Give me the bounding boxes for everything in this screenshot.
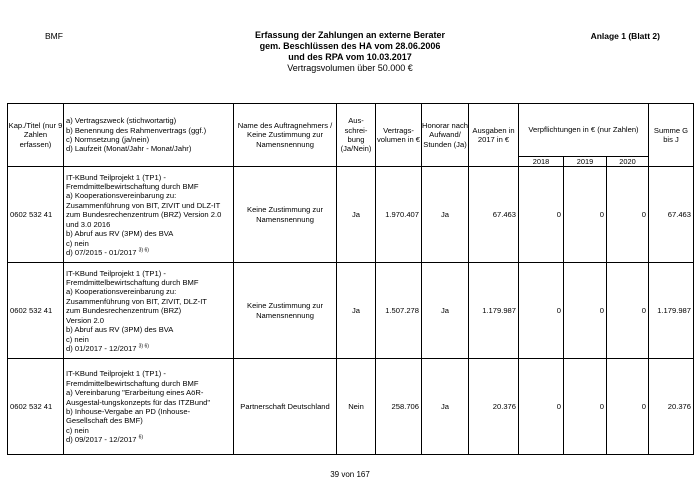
- purpose-line: Fremdmittelbewirtschaftung durch BMF: [66, 182, 199, 192]
- row-spend: 20.376: [469, 359, 519, 455]
- header-year-2018: 2018: [519, 157, 564, 167]
- row-fee: Ja: [422, 359, 469, 455]
- purpose-period: [66, 248, 231, 257]
- row-contractor: Keine Zustimmung zur Namensnennung: [234, 263, 337, 359]
- purpose-period: [66, 344, 231, 353]
- header-kap: Kap./Titel (nur 9 Zahlen erfassen): [8, 104, 64, 167]
- purpose-line: b) Inhouse-Vergabe an PD (Inhouse-: [66, 407, 191, 416]
- purpose-period: [66, 435, 231, 444]
- row-2020: 0: [607, 359, 649, 455]
- payments-table: [7, 103, 694, 455]
- purpose-line: a) Kooperationsvereinbarung zu:: [66, 287, 177, 297]
- purpose-line: b) Abruf aus RV (3PM) des BVA: [66, 325, 174, 335]
- purpose-line: IT-KBund Teilprojekt 1 (TP1) -: [66, 172, 166, 182]
- row-tender: Ja: [337, 167, 376, 263]
- title-line-2: gem. Beschlüssen des HA vom 28.06.2006: [259, 41, 441, 51]
- row-sum: 1.179.987: [649, 263, 694, 359]
- row-2019: 0: [564, 167, 607, 263]
- purpose-line: c) nein: [66, 238, 89, 248]
- purpose-line: Zusammenführung von BIT, ZIVIT, DLZ-IT: [66, 296, 207, 306]
- row-sum: 67.463: [649, 167, 694, 263]
- header-year-2020: 2020: [607, 157, 649, 167]
- period-text: d) 09/2017 - 12/2017: [66, 435, 139, 445]
- row-2019: 0: [564, 359, 607, 455]
- row-kap: 0602 532 41: [8, 167, 64, 263]
- purpose-line: Version 2.0: [66, 315, 104, 325]
- purpose-line: c) nein: [66, 334, 89, 344]
- row-contractor: Partnerschaft Deutschland: [234, 359, 337, 455]
- header-spend: Ausgaben in 2017 in €: [469, 104, 519, 167]
- document-title: [170, 30, 530, 74]
- title-line-1: Erfassung der Zahlungen an externe Berater: [254, 30, 446, 40]
- purpose-line: IT-KBund Teilprojekt 1 (TP1) -: [66, 268, 166, 278]
- purpose-line: und 3.0 2016: [66, 219, 111, 229]
- row-volume: 258.706: [376, 359, 422, 455]
- row-contractor: Keine Zustimmung zur Namensnennung: [234, 167, 337, 263]
- purpose-line: Ausgestal-tungskonzepts für das ITZBund": [66, 397, 211, 407]
- row-spend: 67.463: [469, 167, 519, 263]
- header-purpose: [64, 104, 234, 167]
- purpose-line: b) Abruf aus RV (3PM) des BVA: [66, 229, 174, 239]
- title-line-4: Vertragsvolumen über 50.000 €: [287, 63, 413, 73]
- header-fee: Honorar nach Aufwand/ Stunden (Ja): [422, 104, 469, 167]
- table-row: [8, 263, 694, 359]
- purpose-line: Zusammenführung von BIT, ZIVIT und DLZ-IT: [66, 200, 221, 210]
- purpose-line: zum Bundesrechenzentrum (BRZ): [66, 306, 182, 316]
- row-2020: 0: [607, 167, 649, 263]
- row-fee: Ja: [422, 263, 469, 359]
- row-tender: Nein: [337, 359, 376, 455]
- header-row: [8, 104, 694, 157]
- title-line-3: und des RPA vom 10.03.2017: [288, 52, 412, 62]
- purpose-line: c) nein: [66, 425, 89, 435]
- row-kap: 0602 532 41: [8, 359, 64, 455]
- row-2020: 0: [607, 263, 649, 359]
- row-spend: 1.179.987: [469, 263, 519, 359]
- row-volume: 1.507.278: [376, 263, 422, 359]
- row-tender: Ja: [337, 263, 376, 359]
- footnote-ref: 3) 6): [138, 247, 149, 254]
- annex-label: Anlage 1 (Blatt 2): [590, 31, 660, 41]
- header-contractor: Name des Auftragnehmers / Keine Zustimmung zur Namensnennung: [234, 104, 337, 167]
- footnote-ref: 3) 6): [138, 343, 149, 350]
- header-purpose-c: c) Normsetzung (ja/nein): [66, 135, 150, 144]
- purpose-line: IT-KBund Teilprojekt 1 (TP1) -: [66, 369, 166, 379]
- org-label: BMF: [45, 31, 63, 41]
- row-volume: 1.970.407: [376, 167, 422, 263]
- row-2018: 0: [519, 167, 564, 263]
- header-purpose-b: b) Benennung des Rahmenvertrags (ggf.): [66, 125, 207, 135]
- row-sum: 20.376: [649, 359, 694, 455]
- row-purpose: [64, 359, 234, 455]
- header-purpose-d: d) Laufzeit (Monat/Jahr - Monat/Jahr): [66, 144, 192, 154]
- purpose-line: Gesellschaft des BMF): [66, 416, 143, 426]
- purpose-line: Fremdmittelbewirtschaftung durch BMF: [66, 278, 199, 288]
- header-purpose-a: a) Vertragszweck (stichwortartig): [66, 116, 177, 126]
- row-2019: 0: [564, 263, 607, 359]
- purpose-line: zum Bundesrechenzentrum (BRZ) Version 2.0: [66, 210, 222, 220]
- table-row: [8, 167, 694, 263]
- header-commitments: Verpflichtungen in € (nur Zahlen): [519, 104, 649, 157]
- row-kap: 0602 532 41: [8, 263, 64, 359]
- header-tender: Aus-schrei-bung (Ja/Nein): [337, 104, 376, 167]
- row-fee: Ja: [422, 167, 469, 263]
- period-text: d) 07/2015 - 01/2017: [66, 247, 139, 257]
- header-volume: Vertrags-volumen in €: [376, 104, 422, 167]
- row-purpose: [64, 263, 234, 359]
- period-text: d) 01/2017 - 12/2017: [66, 343, 139, 353]
- row-2018: 0: [519, 263, 564, 359]
- purpose-line: Fremdmittelbewirtschaftung durch BMF: [66, 378, 199, 388]
- table-row: [8, 359, 694, 455]
- row-purpose: [64, 167, 234, 263]
- header-year-2019: 2019: [564, 157, 607, 167]
- row-2018: 0: [519, 359, 564, 455]
- purpose-line: a) Vereinbarung "Erarbeitung eines AöR-: [66, 388, 204, 398]
- purpose-line: a) Kooperationsvereinbarung zu:: [66, 191, 177, 201]
- footnote-ref: 6): [138, 434, 144, 441]
- header-sum: Summe G bis J: [649, 104, 694, 167]
- page-number: 39 von 167: [330, 470, 370, 479]
